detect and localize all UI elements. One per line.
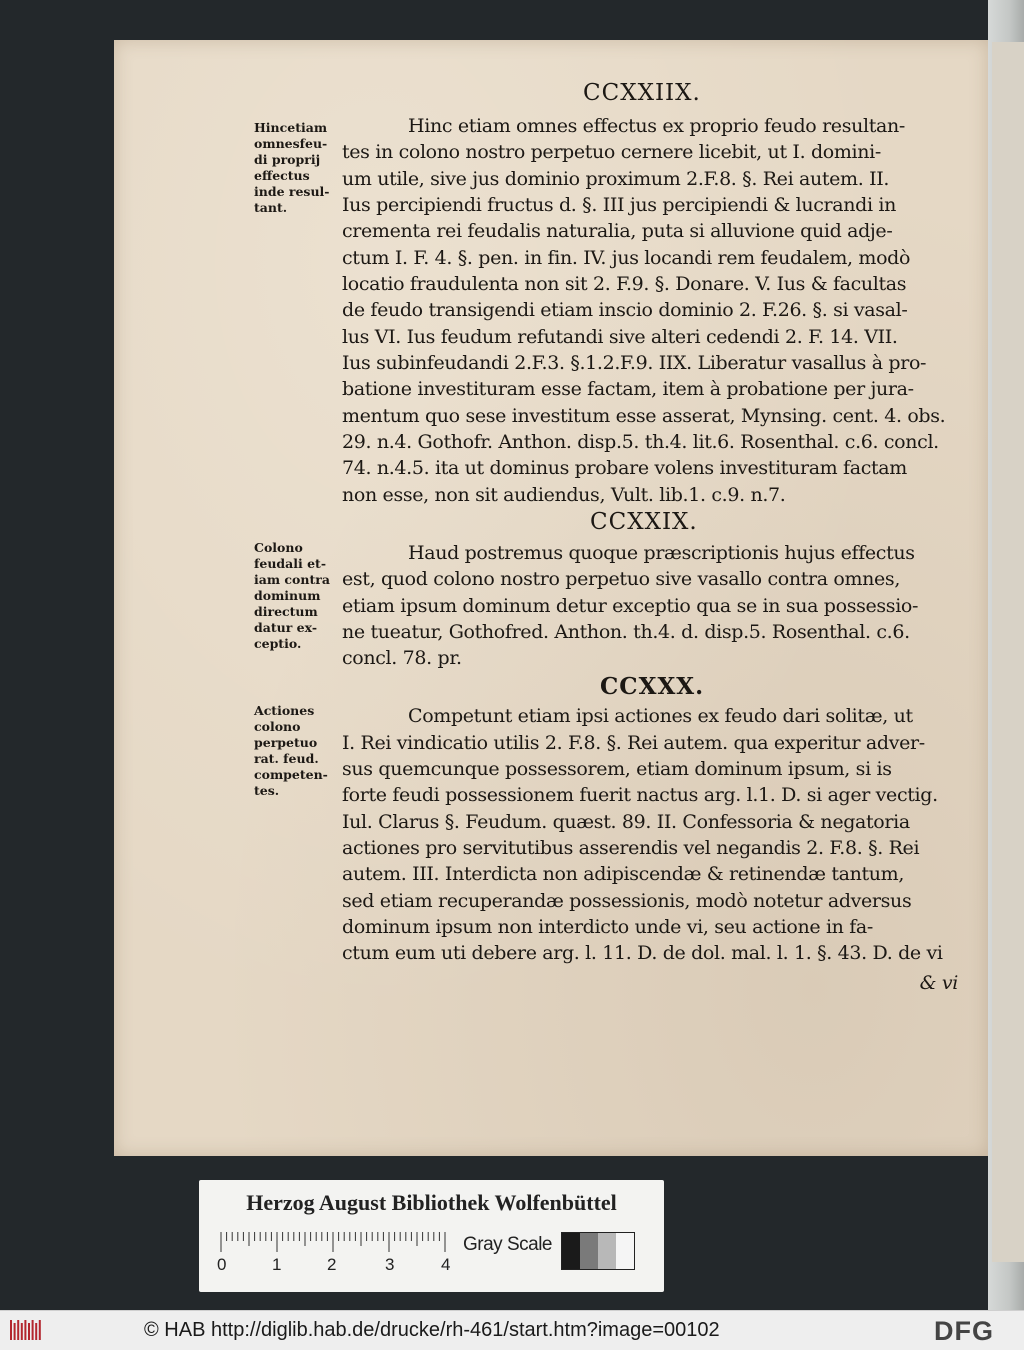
section-heading-230: CCXXX. bbox=[600, 673, 705, 700]
hab-logo-bar bbox=[32, 1320, 34, 1340]
margin-note-3 bbox=[254, 703, 344, 799]
margin-note-line: tant. bbox=[254, 200, 288, 215]
margin-note-line: datur ex- bbox=[254, 620, 318, 635]
hab-logo-bar bbox=[39, 1320, 41, 1340]
library-color-card bbox=[199, 1180, 664, 1292]
ruler-number: 1 bbox=[272, 1255, 282, 1272]
gray-swatch bbox=[562, 1233, 580, 1269]
text-line: lus VI. Ius feudum refutandi sive alteri cedendi 2. F. 14. VII. bbox=[342, 326, 898, 348]
margin-note-line: ceptio. bbox=[254, 636, 302, 651]
margin-note-line: Colono bbox=[254, 540, 303, 555]
text-line: forte feudi possessionem fuerit nactus arg. l.1. D. si ager vectig. bbox=[342, 784, 938, 806]
margin-note-line: dominum bbox=[254, 588, 321, 603]
margin-note-line: colono bbox=[254, 719, 301, 734]
viewer-footer bbox=[0, 1310, 1024, 1350]
dfg-logo: DFG bbox=[934, 1316, 994, 1346]
margin-note-line: tes. bbox=[254, 783, 280, 798]
gray-scale-swatches bbox=[561, 1232, 635, 1270]
text-line: autem. III. Interdicta non adipiscendæ & retinendæ tantum, bbox=[342, 863, 905, 885]
text-line: crementa rei feudalis naturalia, puta si alluvione quid adje- bbox=[342, 220, 893, 242]
copyright-url-text[interactable]: © HAB http://diglib.hab.de/drucke/rh-461/start.htm?image=00102 bbox=[144, 1319, 720, 1341]
gray-swatch bbox=[580, 1233, 598, 1269]
text-line: est, quod colono nostro perpetuo sive vasallo contra omnes, bbox=[342, 568, 901, 590]
text-line: 74. n.4.5. ita ut dominus probare volens investituram factam bbox=[342, 457, 907, 479]
ruler-number: 3 bbox=[385, 1255, 395, 1272]
margin-note-line: iam contra bbox=[254, 572, 330, 587]
text-line: sed etiam recuperandæ possessionis, modò notetur adversus bbox=[342, 890, 912, 912]
margin-note-line: effectus bbox=[254, 168, 310, 183]
hab-logo-bar bbox=[21, 1323, 23, 1340]
margin-note-line: Hincetiam bbox=[254, 120, 328, 135]
hab-logo-bar bbox=[14, 1323, 16, 1340]
text-line: etiam ipsum dominum detur exceptio qua se in sua possessio- bbox=[342, 595, 919, 617]
text-line: Hinc etiam omnes effectus ex proprio feudo resultan- bbox=[408, 115, 905, 137]
text-line: ctum eum uti debere arg. l. 11. D. de dol. mal. l. 1. §. 43. D. de vi bbox=[342, 942, 943, 964]
text-line: Iul. Clarus §. Feudum. quæst. 89. II. Confessoria & negatoria bbox=[342, 811, 910, 833]
text-line: non esse, non sit audiendus, Vult. lib.1. c.9. n.7. bbox=[342, 484, 786, 506]
text-line: Ius subinfeudandi 2.F.3. §.1.2.F.9. IIX. Liberatur vasallus à pro- bbox=[342, 352, 927, 374]
hab-logo-bar bbox=[24, 1320, 26, 1340]
margin-note-line: competen- bbox=[254, 767, 328, 782]
section-heading-229: CCXXIX. bbox=[590, 509, 698, 535]
margin-note-line: feudali et- bbox=[254, 556, 327, 571]
ruler-scale bbox=[217, 1232, 457, 1272]
ruler-number: 0 bbox=[217, 1255, 227, 1272]
hab-logo-bar bbox=[28, 1323, 30, 1340]
hab-logo-bar bbox=[10, 1320, 12, 1340]
hab-logo-icon bbox=[8, 1316, 44, 1344]
text-line: dominum ipsum non interdicto unde vi, seu actione in fa- bbox=[342, 916, 873, 938]
margin-note-2 bbox=[254, 540, 344, 652]
text-line: 29. n.4. Gothofr. Anthon. disp.5. th.4. lit.6. Rosenthal. c.6. concl. bbox=[342, 431, 939, 453]
text-line: Ius percipiendi fructus d. §. III jus percipiendi & lucrandi in bbox=[342, 194, 896, 216]
hab-logo-bar bbox=[17, 1320, 19, 1340]
gray-scale-label: Gray Scale bbox=[463, 1234, 552, 1255]
text-line: ctum I. F. 4. §. pen. in fin. IV. jus locandi rem feudalem, modò bbox=[342, 247, 911, 269]
text-line: Haud postremus quoque præscriptionis hujus effectus bbox=[408, 542, 915, 564]
text-line: ne tueatur, Gothofred. Anthon. th.4. d. disp.5. Rosenthal. c.6. bbox=[342, 621, 910, 643]
catchword: & vi bbox=[919, 972, 958, 994]
margin-note-1 bbox=[254, 120, 344, 216]
text-line: tes in colono nostro perpetuo cernere licebit, ut I. domini- bbox=[342, 141, 881, 163]
gray-swatch bbox=[598, 1233, 616, 1269]
margin-note-line: directum bbox=[254, 604, 318, 619]
margin-note-line: Actiones bbox=[254, 703, 315, 718]
text-line: um utile, sive jus dominio proximum 2.F.8. §. Rei autem. II. bbox=[342, 168, 890, 190]
gray-swatch bbox=[616, 1233, 634, 1269]
margin-note-line: di proprij bbox=[254, 152, 321, 167]
text-line: Competunt etiam ipsi actiones ex feudo dari solitæ, ut bbox=[408, 705, 913, 727]
text-line: actiones pro servitutibus asserendis vel negandis 2. F.8. §. Rei bbox=[342, 837, 920, 859]
text-line: concl. 78. pr. bbox=[342, 647, 462, 669]
text-line: sus quemcunque possessorem, etiam dominum ipsum, si is bbox=[342, 758, 892, 780]
library-name: Herzog August Bibliothek Wolfenbüttel bbox=[246, 1190, 617, 1215]
text-line: batione investituram esse factam, item à probatione per jura- bbox=[342, 378, 914, 400]
margin-note-line: perpetuo bbox=[254, 735, 318, 750]
text-line: locatio fraudulenta non sit 2. F.9. §. Donare. V. Ius & facultas bbox=[342, 273, 907, 295]
text-line: I. Rei vindicatio utilis 2. F.8. §. Rei autem. qua experitur adver- bbox=[342, 732, 925, 754]
text-line: de feudo transigendi etiam inscio dominio 2. F.26. §. si vasal- bbox=[342, 299, 908, 321]
margin-note-line: rat. feud. bbox=[254, 751, 319, 766]
ruler-number: 4 bbox=[441, 1255, 451, 1272]
ruler-number: 2 bbox=[327, 1255, 337, 1272]
hab-logo-bar bbox=[35, 1323, 37, 1340]
margin-note-line: inde resul- bbox=[254, 184, 330, 199]
adjacent-page-strip bbox=[992, 42, 1024, 1262]
section-heading-228: CCXXIIX. bbox=[583, 80, 701, 106]
text-line: mentum quo sese investitum esse asserat, Mynsing. cent. 4. obs. bbox=[342, 405, 946, 427]
margin-note-line: omnesfeu- bbox=[254, 136, 328, 151]
